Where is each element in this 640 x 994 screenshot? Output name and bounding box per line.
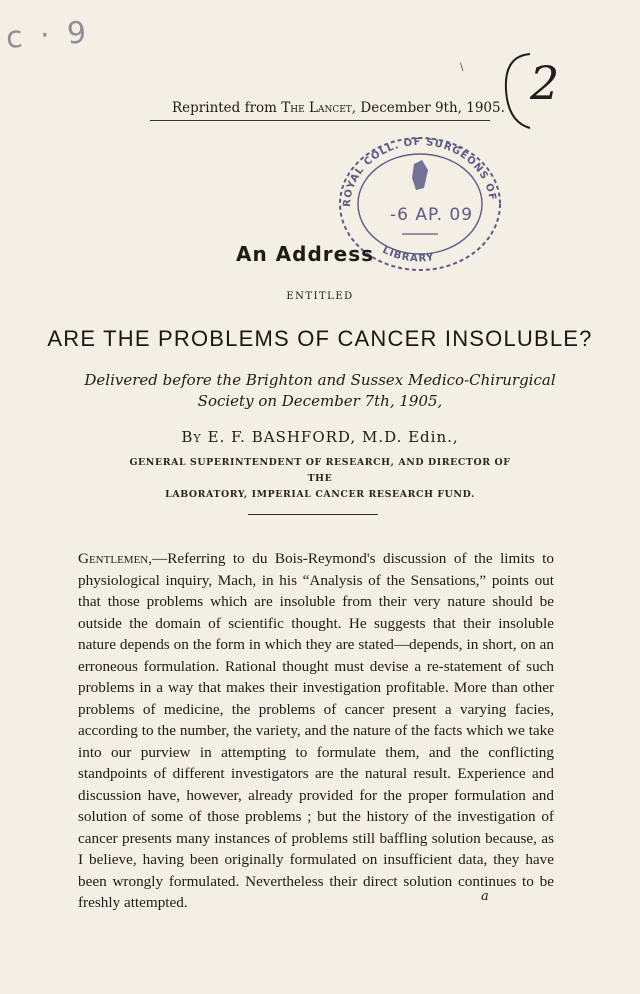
address-heading: An Address: [236, 242, 375, 266]
author-position: [118, 455, 522, 503]
section-divider: [248, 514, 378, 515]
small-mark: \: [460, 62, 464, 73]
delivered-line-2: Society on December 7th, 1905,: [197, 392, 443, 410]
body-paragraph: [78, 548, 554, 914]
article-title: ARE THE PROBLEMS OF CANCER INSOLUBLE?: [47, 326, 593, 351]
svg-text:LIBRARY: [381, 245, 436, 265]
body-text: —Referring to du Bois-Reymond's discussion of the limits to physiological inquiry, Mach, in his “Analysis of the Sensations,” points out that those problems which are insoluble from their very nature should be outside the domain of scientific thought. He suggests that their insoluble nature depends on the form in which they are stated—depends, in short, on an erroneous formulation. Rational thought must devise a re-statement of such problems in a way that makes their investigation profitable. More than other problems of medicine, the problems of cancer present a varying facies, according to the number, the variety, and the nature of the facts which we take into our purview in attempting to formulate them, and the conflicting standpoints of different investigators are the natural result. Experience and discussion have, however, already provided for the proper formulation and solution of some of those problems ; but the history of the investigation of cancer presents many instances of problems still baffling solution because, as I believe, having been originally formulated on insufficient data, they have been wrongly formulated. Nevertheless their direct solution continues to be freshly attempted.: [78, 550, 554, 911]
pencil-number: 2: [530, 56, 560, 110]
svg-text:ROYAL COLL. OF SURGEONS OF ENG: [322, 112, 498, 207]
journal-name: The Lancet,: [281, 100, 357, 116]
pencil-catalog-mark: c · 9: [4, 15, 92, 56]
stamp-ring-top: ROYAL COLL. OF SURGEONS OF: [341, 136, 498, 208]
reprint-prefix: Reprinted from: [172, 100, 277, 116]
author-position-line-2: LABORATORY, IMPERIAL CANCER RESEARCH FUND.: [165, 489, 475, 500]
stamp-ring-bottom: LIBRARY: [380, 244, 436, 265]
salutation: Gentlemen,: [78, 550, 153, 567]
by-word: By: [181, 428, 202, 446]
author-name: E. F. BASHFORD, M.D. Edin.,: [207, 428, 459, 446]
stamp-date: -6 AP. 09: [390, 205, 474, 225]
signature-mark: a: [481, 889, 489, 904]
delivered-line-1: Delivered before the Brighton and Sussex Medico-Chirurgical: [84, 371, 556, 389]
author-position-line-1: GENERAL SUPERINTENDENT OF RESEARCH, AND DIRECTOR OF THE: [129, 457, 511, 484]
entitled-label: ENTITLED: [286, 291, 354, 302]
author-byline: [0, 428, 640, 446]
reprint-date: December 9th, 1905.: [360, 100, 505, 116]
delivered-note: [0, 370, 640, 412]
